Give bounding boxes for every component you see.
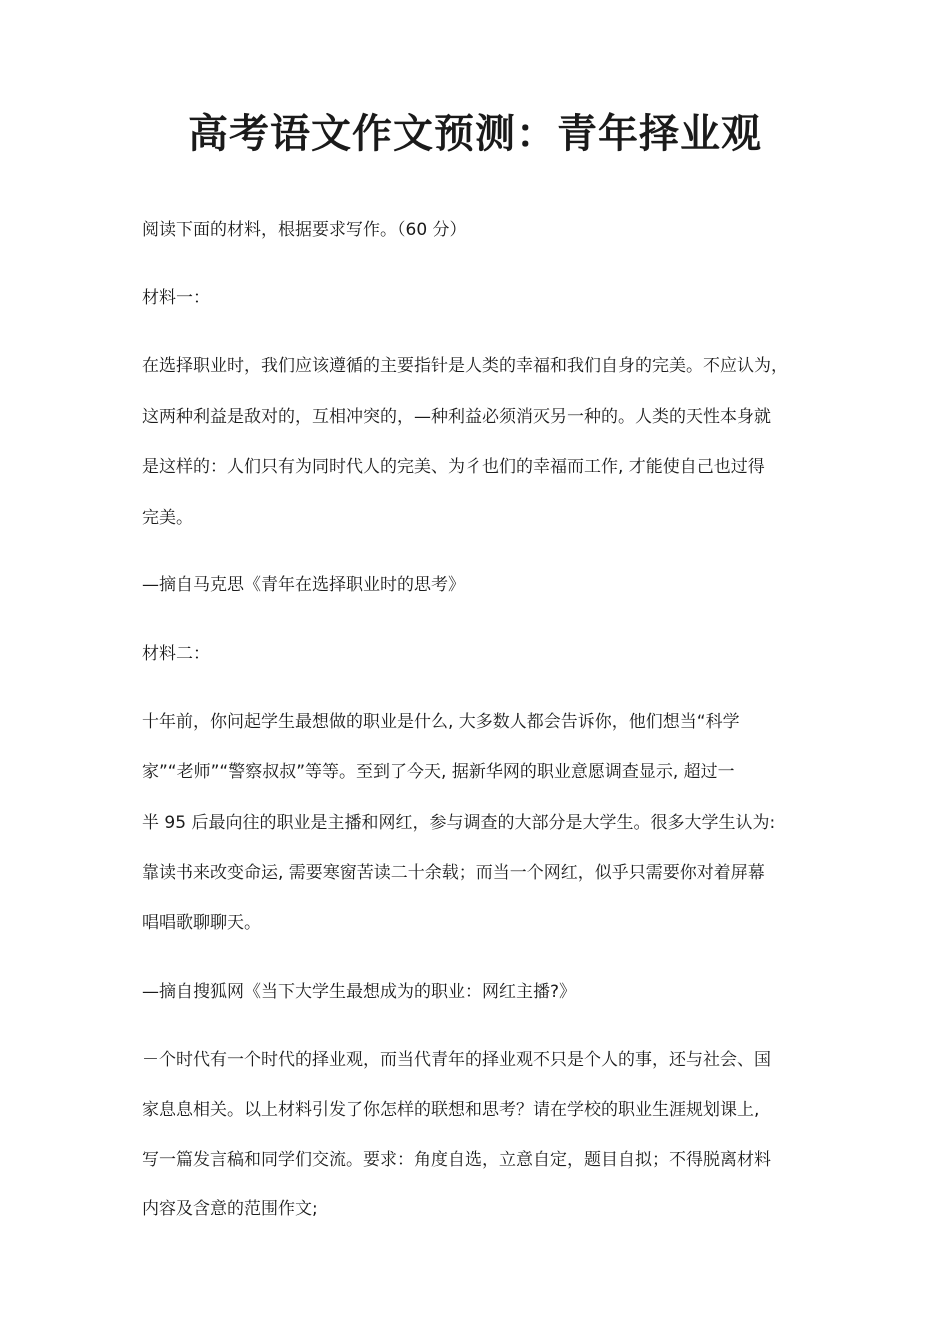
requirement-line: －个时代有一个时代的择业观，而当代青年的择业观不只是个人的事，还与社会、国 [142, 1050, 771, 1070]
requirement-line: 写一篇发言稿和同学们交流。要求：角度自选，立意自定，题目自拟；不得脱离材料 [142, 1150, 771, 1170]
material2-line: 靠读书来改变命运, 需要寒窗苦读二十余载；而当一个网红，似乎只需要你对着屏幕 [142, 863, 765, 883]
material1-source: —摘自马克思《青年在选择职业时的思考》 [142, 575, 465, 595]
material1-line: 在选择职业时，我们应该遵循的主要指针是人类的幸福和我们自身的完美。不应认为， [142, 356, 788, 376]
material2-line: 唱唱歌聊聊天。 [142, 913, 261, 933]
material2-line: 半 95 后最向往的职业是主播和网红，参与调查的大部分是大学生。很多大学生认为: [142, 813, 776, 833]
requirement-line: 内容及含意的范围作文; [142, 1199, 318, 1219]
material1-line: 这两种利益是敌对的，互相冲突的，—种利益必须消灭另一种的。人类的天性本身就 [142, 407, 771, 427]
material2-source: —摘自搜狐网《当下大学生最想成为的职业：网红主播?》 [142, 982, 577, 1002]
material1-heading: 材料一： [142, 288, 210, 308]
material2-heading: 材料二： [142, 644, 210, 664]
document-title: 高考语文作文预测：青年择业观 [188, 111, 762, 157]
instruction-text: 阅读下面的材料，根据要求写作。（60 分） [142, 220, 467, 240]
material1-line: 是这样的：人们只有为同时代人的完美、为彳也们的幸福而工作, 才能使自己也过得 [142, 457, 765, 477]
material1-line: 完美。 [142, 508, 193, 528]
requirement-line: 家息息相关。以上材料引发了你怎样的联想和思考？请在学校的职业生涯规划课上, [142, 1100, 760, 1120]
material2-line: 家”“老师”“警察叔叔”等等。至到了今天, 据新华网的职业意愿调查显示, 超过一 [142, 762, 735, 782]
material2-line: 十年前，你问起学生最想做的职业是什么, 大多数人都会告诉你，他们想当“科学 [142, 712, 740, 732]
